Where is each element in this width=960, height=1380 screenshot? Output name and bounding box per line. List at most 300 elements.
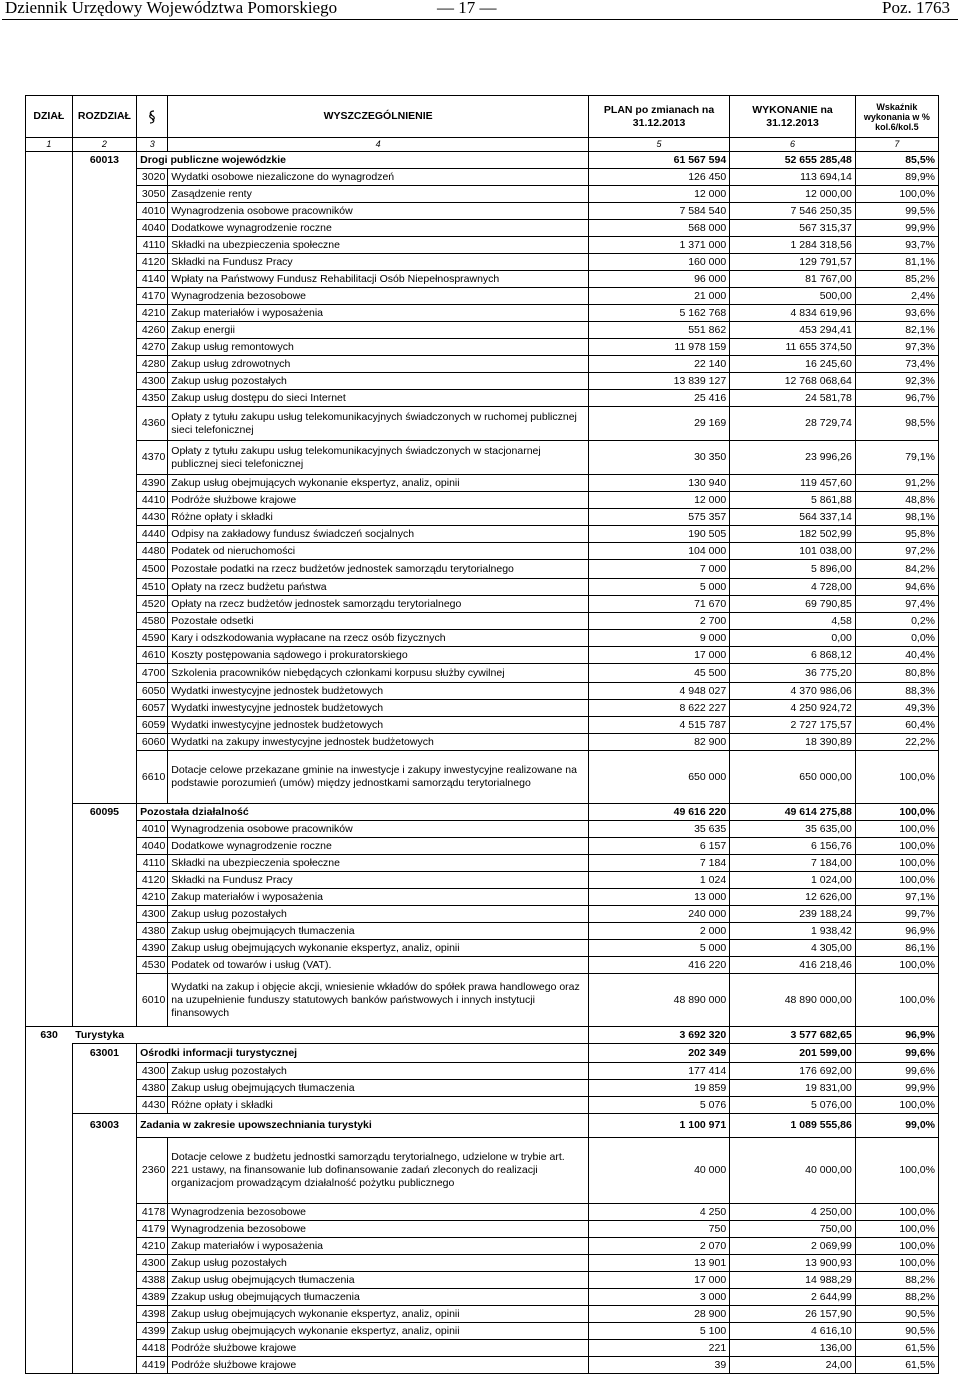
plan-value: 12 000 <box>588 186 729 203</box>
table-header-row <box>26 96 939 138</box>
table-row <box>26 734 939 751</box>
execution-index: 100,0% <box>855 974 938 1027</box>
table-row <box>26 906 939 923</box>
plan-value: 48 890 000 <box>588 974 729 1027</box>
execution-index: 100,0% <box>855 804 938 821</box>
plan-value: 19 859 <box>588 1080 729 1097</box>
chapter-cell <box>26 804 73 821</box>
subchapter-cell <box>72 613 136 630</box>
item-description: Podróże służbowe krajowe <box>168 1357 589 1374</box>
paragraph-code: 4700 <box>137 664 168 683</box>
chapter-cell <box>26 1255 73 1272</box>
paragraph-code: 4179 <box>137 1221 168 1238</box>
execution-index: 100,0% <box>855 838 938 855</box>
subchapter-cell <box>72 889 136 906</box>
subchapter-cell <box>72 751 136 804</box>
plan-value: 45 500 <box>588 664 729 683</box>
table-row <box>26 169 939 186</box>
chapter-cell <box>26 700 73 717</box>
execution-value: 28 729,74 <box>730 407 856 441</box>
chapter-cell <box>26 613 73 630</box>
plan-value: 35 635 <box>588 821 729 838</box>
chapter-cell <box>26 957 73 974</box>
table-row <box>26 974 939 1027</box>
chapter-cell <box>26 1272 73 1289</box>
execution-value: 564 337,14 <box>730 509 856 526</box>
chapter-cell <box>26 579 73 596</box>
plan-value: 240 000 <box>588 906 729 923</box>
item-description: Zakup materiałów i wyposażenia <box>168 889 589 906</box>
execution-value: 136,00 <box>730 1340 856 1357</box>
chapter-cell <box>26 288 73 305</box>
plan-value: 39 <box>588 1357 729 1374</box>
item-description: Podróże służbowe krajowe <box>168 492 589 509</box>
item-description: Wydatki na zakupy inwestycyjne jednostek budżetowych <box>168 734 589 751</box>
paragraph-code: 4360 <box>137 407 168 441</box>
execution-index: 91,2% <box>855 475 938 492</box>
execution-value: 101 038,00 <box>730 543 856 560</box>
paragraph-code: 4580 <box>137 613 168 630</box>
subchapter-cell <box>72 237 136 254</box>
table-row <box>26 923 939 940</box>
chapter-cell <box>26 475 73 492</box>
execution-index: 22,2% <box>855 734 938 751</box>
col-head-dzial: DZIAŁ <box>26 96 73 138</box>
execution-value: 4,58 <box>730 613 856 630</box>
subchapter-cell <box>72 906 136 923</box>
plan-value: 5 000 <box>588 940 729 957</box>
chapter-cell <box>26 872 73 889</box>
chapter-cell <box>26 203 73 220</box>
execution-value: 6 156,76 <box>730 838 856 855</box>
subchapter-cell <box>72 254 136 271</box>
item-description: Różne opłaty i składki <box>168 1097 589 1114</box>
table-row <box>26 1138 939 1204</box>
table-row <box>26 957 939 974</box>
paragraph-code: 4380 <box>137 1080 168 1097</box>
plan-value: 3 000 <box>588 1289 729 1306</box>
execution-index: 49,3% <box>855 700 938 717</box>
execution-value: 1 024,00 <box>730 872 856 889</box>
execution-value: 52 655 285,48 <box>730 152 856 169</box>
paragraph-code: 4520 <box>137 596 168 613</box>
table-row <box>26 560 939 579</box>
paragraph-code: 4010 <box>137 821 168 838</box>
paragraph-code: 4170 <box>137 288 168 305</box>
execution-value: 26 157,90 <box>730 1306 856 1323</box>
table-row <box>26 509 939 526</box>
chapter-cell <box>26 683 73 700</box>
item-description: Zzakup usług obejmujących tłumaczenia <box>168 1289 589 1306</box>
execution-value: 2 644,99 <box>730 1289 856 1306</box>
subchapter-name: Pozostała działalność <box>137 804 589 821</box>
item-description: Wydatki inwestycyjne jednostek budżetowych <box>168 717 589 734</box>
execution-value: 13 900,93 <box>730 1255 856 1272</box>
item-description: Opłaty z tytułu zakupu usług telekomunikacyjnych świadczonych w stacjonarnej publicznej sieci telefonicznej <box>168 441 589 475</box>
table-row <box>26 855 939 872</box>
paragraph-code: 4388 <box>137 1272 168 1289</box>
budget-table <box>25 95 939 1374</box>
execution-index: 85,2% <box>855 271 938 288</box>
table-body <box>26 96 939 1374</box>
paragraph-code: 4370 <box>137 441 168 475</box>
item-description: Zakup materiałów i wyposażenia <box>168 1238 589 1255</box>
paragraph-code: 4380 <box>137 923 168 940</box>
subchapter-cell <box>72 509 136 526</box>
plan-value: 17 000 <box>588 1272 729 1289</box>
paragraph-code: 4210 <box>137 305 168 322</box>
execution-value: 5 861,88 <box>730 492 856 509</box>
table-row <box>26 305 939 322</box>
execution-value: 7 546 250,35 <box>730 203 856 220</box>
table-row <box>26 186 939 203</box>
execution-value: 201 599,00 <box>730 1044 856 1063</box>
execution-index: 96,9% <box>855 1027 938 1044</box>
plan-value: 11 978 159 <box>588 339 729 356</box>
chapter-cell <box>26 186 73 203</box>
chapter-cell <box>26 664 73 683</box>
subchapter-cell <box>72 186 136 203</box>
subchapter-cell <box>72 579 136 596</box>
execution-value: 176 692,00 <box>730 1063 856 1080</box>
subchapter-cell <box>72 373 136 390</box>
execution-value: 113 694,14 <box>730 169 856 186</box>
paragraph-code: 4120 <box>137 872 168 889</box>
execution-value: 3 577 682,65 <box>730 1027 856 1044</box>
paragraph-code: 4410 <box>137 492 168 509</box>
chapter-cell <box>26 509 73 526</box>
column-number-row <box>26 138 939 152</box>
execution-value: 1 089 555,86 <box>730 1114 856 1138</box>
table-row <box>26 1255 939 1272</box>
paragraph-code: 4178 <box>137 1204 168 1221</box>
plan-value: 160 000 <box>588 254 729 271</box>
execution-index: 84,2% <box>855 560 938 579</box>
item-description: Opłaty na rzecz budżetów jednostek samorządu terytorialnego <box>168 596 589 613</box>
paragraph-code: 3020 <box>137 169 168 186</box>
execution-value: 5 076,00 <box>730 1097 856 1114</box>
plan-value: 202 349 <box>588 1044 729 1063</box>
execution-index: 92,3% <box>855 373 938 390</box>
execution-index: 100,0% <box>855 1255 938 1272</box>
chapter-cell <box>26 889 73 906</box>
item-description: Zakup usług dostępu do sieci Internet <box>168 390 589 407</box>
chapter-cell <box>26 373 73 390</box>
table-row <box>26 356 939 373</box>
subchapter-name: Zadania w zakresie upowszechniania turystyki <box>137 1114 589 1138</box>
subchapter-cell <box>72 872 136 889</box>
paragraph-code: 4418 <box>137 1340 168 1357</box>
position-number: Poz. 1763 <box>882 0 950 17</box>
item-description: Zasądzenie renty <box>168 186 589 203</box>
execution-index: 99,5% <box>855 203 938 220</box>
subchapter-cell <box>72 339 136 356</box>
chapter-cell <box>26 1289 73 1306</box>
table-row <box>26 1238 939 1255</box>
subchapter-row <box>26 804 939 821</box>
paragraph-code: 4480 <box>137 543 168 560</box>
chapter-cell <box>26 647 73 664</box>
plan-value: 4 515 787 <box>588 717 729 734</box>
subchapter-code: 60095 <box>72 804 136 821</box>
execution-index: 99,7% <box>855 906 938 923</box>
execution-index: 100,0% <box>855 186 938 203</box>
chapter-name: Turystyka <box>72 1027 588 1044</box>
execution-index: 100,0% <box>855 1204 938 1221</box>
plan-value: 6 157 <box>588 838 729 855</box>
chapter-row <box>26 1027 939 1044</box>
execution-value: 18 390,89 <box>730 734 856 751</box>
plan-value: 2 700 <box>588 613 729 630</box>
table-row <box>26 1340 939 1357</box>
paragraph-sign-icon <box>143 108 161 126</box>
plan-value: 5 100 <box>588 1323 729 1340</box>
item-description: Różne opłaty i składki <box>168 509 589 526</box>
execution-value: 4 370 986,06 <box>730 683 856 700</box>
table-row <box>26 492 939 509</box>
plan-value: 13 000 <box>588 889 729 906</box>
plan-value: 30 350 <box>588 441 729 475</box>
table-row <box>26 1306 939 1323</box>
item-description: Podatek od nieruchomości <box>168 543 589 560</box>
execution-value: 650 000,00 <box>730 751 856 804</box>
col-number: 3 <box>137 138 168 152</box>
execution-value: 239 188,24 <box>730 906 856 923</box>
chapter-cell <box>26 940 73 957</box>
paragraph-code: 4010 <box>137 203 168 220</box>
execution-index: 100,0% <box>855 872 938 889</box>
subchapter-cell <box>72 203 136 220</box>
table-row <box>26 441 939 475</box>
table-row <box>26 407 939 441</box>
plan-value: 4 250 <box>588 1204 729 1221</box>
chapter-cell <box>26 1063 73 1080</box>
subchapter-row <box>26 152 939 169</box>
execution-index: 99,0% <box>855 1114 938 1138</box>
table-row <box>26 237 939 254</box>
header-rule <box>2 19 958 20</box>
table-row <box>26 373 939 390</box>
subchapter-cell <box>72 1306 136 1323</box>
table-row <box>26 288 939 305</box>
subchapter-cell <box>72 475 136 492</box>
table-row <box>26 700 939 717</box>
subchapter-cell <box>72 356 136 373</box>
subchapter-cell <box>72 821 136 838</box>
execution-index: 40,4% <box>855 647 938 664</box>
execution-value: 81 767,00 <box>730 271 856 288</box>
item-description: Podróże służbowe krajowe <box>168 1340 589 1357</box>
item-description: Zakup usług obejmujących tłumaczenia <box>168 923 589 940</box>
execution-index: 100,0% <box>855 957 938 974</box>
paragraph-code: 4040 <box>137 220 168 237</box>
execution-index: 61,5% <box>855 1340 938 1357</box>
table-row <box>26 872 939 889</box>
paragraph-code: 6059 <box>137 717 168 734</box>
subchapter-cell <box>72 1204 136 1221</box>
execution-value: 1 284 318,56 <box>730 237 856 254</box>
table-row <box>26 1357 939 1374</box>
paragraph-code: 6010 <box>137 974 168 1027</box>
subchapter-cell <box>72 923 136 940</box>
table-row <box>26 940 939 957</box>
item-description: Opłaty na rzecz budżetu państwa <box>168 579 589 596</box>
execution-index: 89,9% <box>855 169 938 186</box>
paragraph-code: 4440 <box>137 526 168 543</box>
item-description: Dotacje celowe przekazane gminie na inwestycje i zakupy inwestycyjne realizowane na podstawie porozumień (umów) między jednostkami samorządu terytorialnego <box>168 751 589 804</box>
paragraph-code: 4390 <box>137 475 168 492</box>
paragraph-code: 4280 <box>137 356 168 373</box>
execution-index: 90,5% <box>855 1323 938 1340</box>
execution-index: 99,9% <box>855 1080 938 1097</box>
subchapter-cell <box>72 1272 136 1289</box>
page-number: — 17 — <box>437 0 497 17</box>
execution-value: 23 996,26 <box>730 441 856 475</box>
execution-value: 182 502,99 <box>730 526 856 543</box>
subchapter-cell <box>72 1063 136 1080</box>
paragraph-code: 4270 <box>137 339 168 356</box>
subchapter-code: 63003 <box>72 1114 136 1138</box>
table-row <box>26 647 939 664</box>
item-description: Szkolenia pracowników niebędących członkami korpusu służby cywilnej <box>168 664 589 683</box>
chapter-cell <box>26 751 73 804</box>
execution-value: 4 728,00 <box>730 579 856 596</box>
execution-index: 100,0% <box>855 751 938 804</box>
execution-index: 93,7% <box>855 237 938 254</box>
execution-index: 2,4% <box>855 288 938 305</box>
plan-value: 551 862 <box>588 322 729 339</box>
execution-value: 4 834 619,96 <box>730 305 856 322</box>
col-head-index: Wskaźnik wykonania w % kol.6/kol.5 <box>855 96 938 138</box>
execution-value: 16 245,60 <box>730 356 856 373</box>
item-description: Zakup usług remontowych <box>168 339 589 356</box>
subchapter-row <box>26 1044 939 1063</box>
execution-index: 88,3% <box>855 683 938 700</box>
plan-value: 5 000 <box>588 579 729 596</box>
plan-value: 190 505 <box>588 526 729 543</box>
subchapter-cell <box>72 855 136 872</box>
plan-value: 29 169 <box>588 407 729 441</box>
execution-index: 99,6% <box>855 1063 938 1080</box>
item-description: Składki na ubezpieczenia społeczne <box>168 237 589 254</box>
table-row <box>26 475 939 492</box>
item-description: Dodatkowe wynagrodzenie roczne <box>168 220 589 237</box>
execution-value: 12 768 068,64 <box>730 373 856 390</box>
execution-value: 40 000,00 <box>730 1138 856 1204</box>
execution-index: 82,1% <box>855 322 938 339</box>
subchapter-cell <box>72 1340 136 1357</box>
item-description: Wynagrodzenia bezosobowe <box>168 1204 589 1221</box>
plan-value: 5 076 <box>588 1097 729 1114</box>
paragraph-code: 4300 <box>137 906 168 923</box>
table-row <box>26 322 939 339</box>
chapter-cell <box>26 630 73 647</box>
paragraph-code: 4389 <box>137 1289 168 1306</box>
execution-value: 453 294,41 <box>730 322 856 339</box>
execution-value: 4 250,00 <box>730 1204 856 1221</box>
execution-index: 61,5% <box>855 1357 938 1374</box>
execution-index: 97,1% <box>855 889 938 906</box>
item-description: Zakup usług obejmujących wykonanie ekspertyz, analiz, opinii <box>168 940 589 957</box>
item-description: Zakup energii <box>168 322 589 339</box>
execution-index: 99,6% <box>855 1044 938 1063</box>
execution-value: 69 790,85 <box>730 596 856 613</box>
plan-value: 25 416 <box>588 390 729 407</box>
table-row <box>26 751 939 804</box>
chapter-cell <box>26 356 73 373</box>
item-description: Wydatki inwestycyjne jednostek budżetowych <box>168 683 589 700</box>
item-description: Wynagrodzenia osobowe pracowników <box>168 203 589 220</box>
chapter-cell <box>26 1306 73 1323</box>
paragraph-code: 4510 <box>137 579 168 596</box>
table-row <box>26 526 939 543</box>
item-description: Składki na ubezpieczenia społeczne <box>168 855 589 872</box>
chapter-cell <box>26 1340 73 1357</box>
execution-index: 88,2% <box>855 1289 938 1306</box>
execution-value: 48 890 000,00 <box>730 974 856 1027</box>
execution-index: 93,6% <box>855 305 938 322</box>
plan-value: 82 900 <box>588 734 729 751</box>
subchapter-code: 63001 <box>72 1044 136 1063</box>
table-row <box>26 1204 939 1221</box>
paragraph-code: 4300 <box>137 1063 168 1080</box>
plan-value: 13 839 127 <box>588 373 729 390</box>
item-description: Zakup usług zdrowotnych <box>168 356 589 373</box>
table-row <box>26 889 939 906</box>
execution-index: 100,0% <box>855 1221 938 1238</box>
paragraph-code: 4040 <box>137 838 168 855</box>
subchapter-cell <box>72 1221 136 1238</box>
execution-value: 49 614 275,88 <box>730 804 856 821</box>
chapter-cell <box>26 339 73 356</box>
execution-value: 2 069,99 <box>730 1238 856 1255</box>
execution-index: 88,2% <box>855 1272 938 1289</box>
execution-value: 4 250 924,72 <box>730 700 856 717</box>
paragraph-code: 4110 <box>137 855 168 872</box>
paragraph-code: 4590 <box>137 630 168 647</box>
paragraph-code: 6050 <box>137 683 168 700</box>
plan-value: 22 140 <box>588 356 729 373</box>
execution-index: 96,9% <box>855 923 938 940</box>
subchapter-cell <box>72 700 136 717</box>
item-description: Zakup usług obejmujących wykonanie ekspertyz, analiz, opinii <box>168 1306 589 1323</box>
plan-value: 5 162 768 <box>588 305 729 322</box>
paragraph-code: 4350 <box>137 390 168 407</box>
execution-value: 24,00 <box>730 1357 856 1374</box>
plan-value: 575 357 <box>588 509 729 526</box>
table-row <box>26 1221 939 1238</box>
table-row <box>26 579 939 596</box>
subchapter-cell <box>72 664 136 683</box>
paragraph-code: 4210 <box>137 889 168 906</box>
subchapter-code: 60013 <box>72 152 136 169</box>
table-row <box>26 1080 939 1097</box>
subchapter-cell <box>72 596 136 613</box>
chapter-cell <box>26 1323 73 1340</box>
page-header <box>0 0 960 22</box>
execution-index: 95,8% <box>855 526 938 543</box>
subchapter-cell <box>72 288 136 305</box>
execution-index: 80,8% <box>855 664 938 683</box>
item-description: Zakup usług obejmujących wykonanie ekspertyz, analiz, opinii <box>168 475 589 492</box>
item-description: Zakup usług pozostałych <box>168 373 589 390</box>
subchapter-row <box>26 1114 939 1138</box>
col-head-paragraph-sign <box>137 96 168 138</box>
chapter-cell <box>26 271 73 288</box>
subchapter-cell <box>72 492 136 509</box>
plan-value: 9 000 <box>588 630 729 647</box>
chapter-cell <box>26 596 73 613</box>
